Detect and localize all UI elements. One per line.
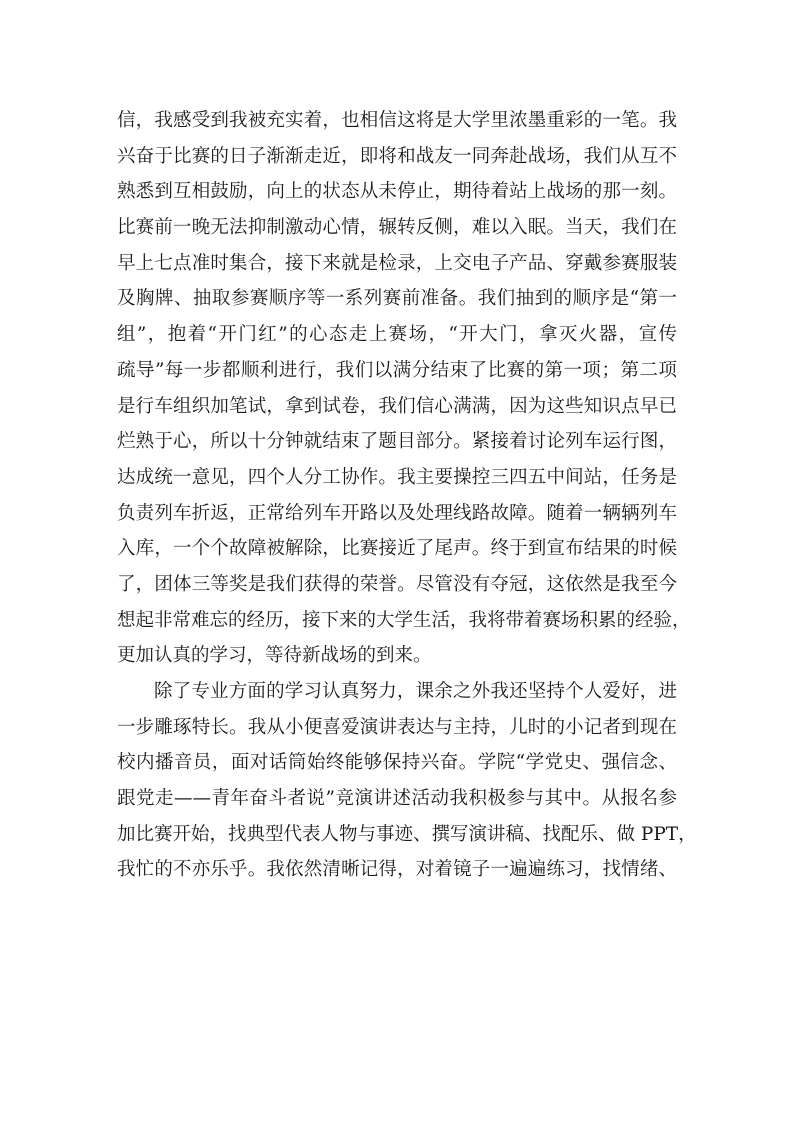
text-line: 组”，抱着“开门红”的心态走上赛场，“开大门，拿灭火器，宣传 [117,324,677,346]
paragraph-1 [117,103,691,674]
text-line: 负责列车折返，正常给列车开路以及处理线路故障。随着一辆辆列车 [117,502,677,524]
text-line: 校内播音员，面对话筒始终能够保持兴奋。学院“学党史、强信念、 [117,752,677,774]
text-line: 熟悉到互相鼓励，向上的状态从未停止，期待着站上战场的那一刻。 [117,181,677,203]
text-line: 兴奋于比赛的日子渐渐走近，即将和战友一同奔赴战场，我们从互不 [117,145,677,167]
text-line: 更加认真的学习，等待新战场的到来。 [117,645,432,667]
paragraph-2 [117,674,697,888]
text-line: 早上七点准时集合，接下来就是检录，上交电子产品、穿戴参赛服装 [117,252,677,274]
text-line: 疏导”每一步都顺利进行，我们以满分结束了比赛的第一项；第二项 [117,359,677,381]
text-line: 加比赛开始，找典型代表人物与事迹、撰写演讲稿、找配乐、做 PPT， [117,823,697,845]
body-text [117,103,697,888]
text-line: 一步雕琢特长。我从小便喜爱演讲表达与主持，儿时的小记者到现在 [117,716,677,738]
text-line: 除了专业方面的学习认真努力，课余之外我还坚持个人爱好，进 [154,681,677,702]
text-line: 达成统一意见，四个人分工协作。我主要操控三四五中间站，任务是 [117,466,677,488]
text-line: 及胸牌、抽取参赛顺序等一系列赛前准备。我们抽到的顺序是“第一 [117,288,677,310]
text-line: 是行车组织加笔试，拿到试卷，我们信心满满，因为这些知识点早已 [117,395,677,417]
text-line: 了，团体三等奖是我们获得的荣誉。尽管没有夺冠，这依然是我至今 [117,573,677,595]
text-line: 想起非常难忘的经历，接下来的大学生活，我将带着赛场积累的经验， [117,609,691,631]
text-line: 我忙的不亦乐乎。我依然清晰记得，对着镜子一遍遍练习，找情绪、 [117,859,677,881]
text-line: 入库，一个个故障被解除，比赛接近了尾声。终于到宣布结果的时候 [117,538,677,560]
text-line: 信，我感受到我被充实着，也相信这将是大学里浓墨重彩的一笔。我 [117,110,677,131]
text-line: 跟党走——青年奋斗者说”竞演讲述活动我积极参与其中。从报名参 [117,788,677,810]
text-line: 比赛前一晚无法抑制激动心情，辗转反侧，难以入眠。当天，我们在 [117,217,677,239]
text-line: 烂熟于心，所以十分钟就结束了题目部分。紧接着讨论列车运行图， [117,431,677,453]
